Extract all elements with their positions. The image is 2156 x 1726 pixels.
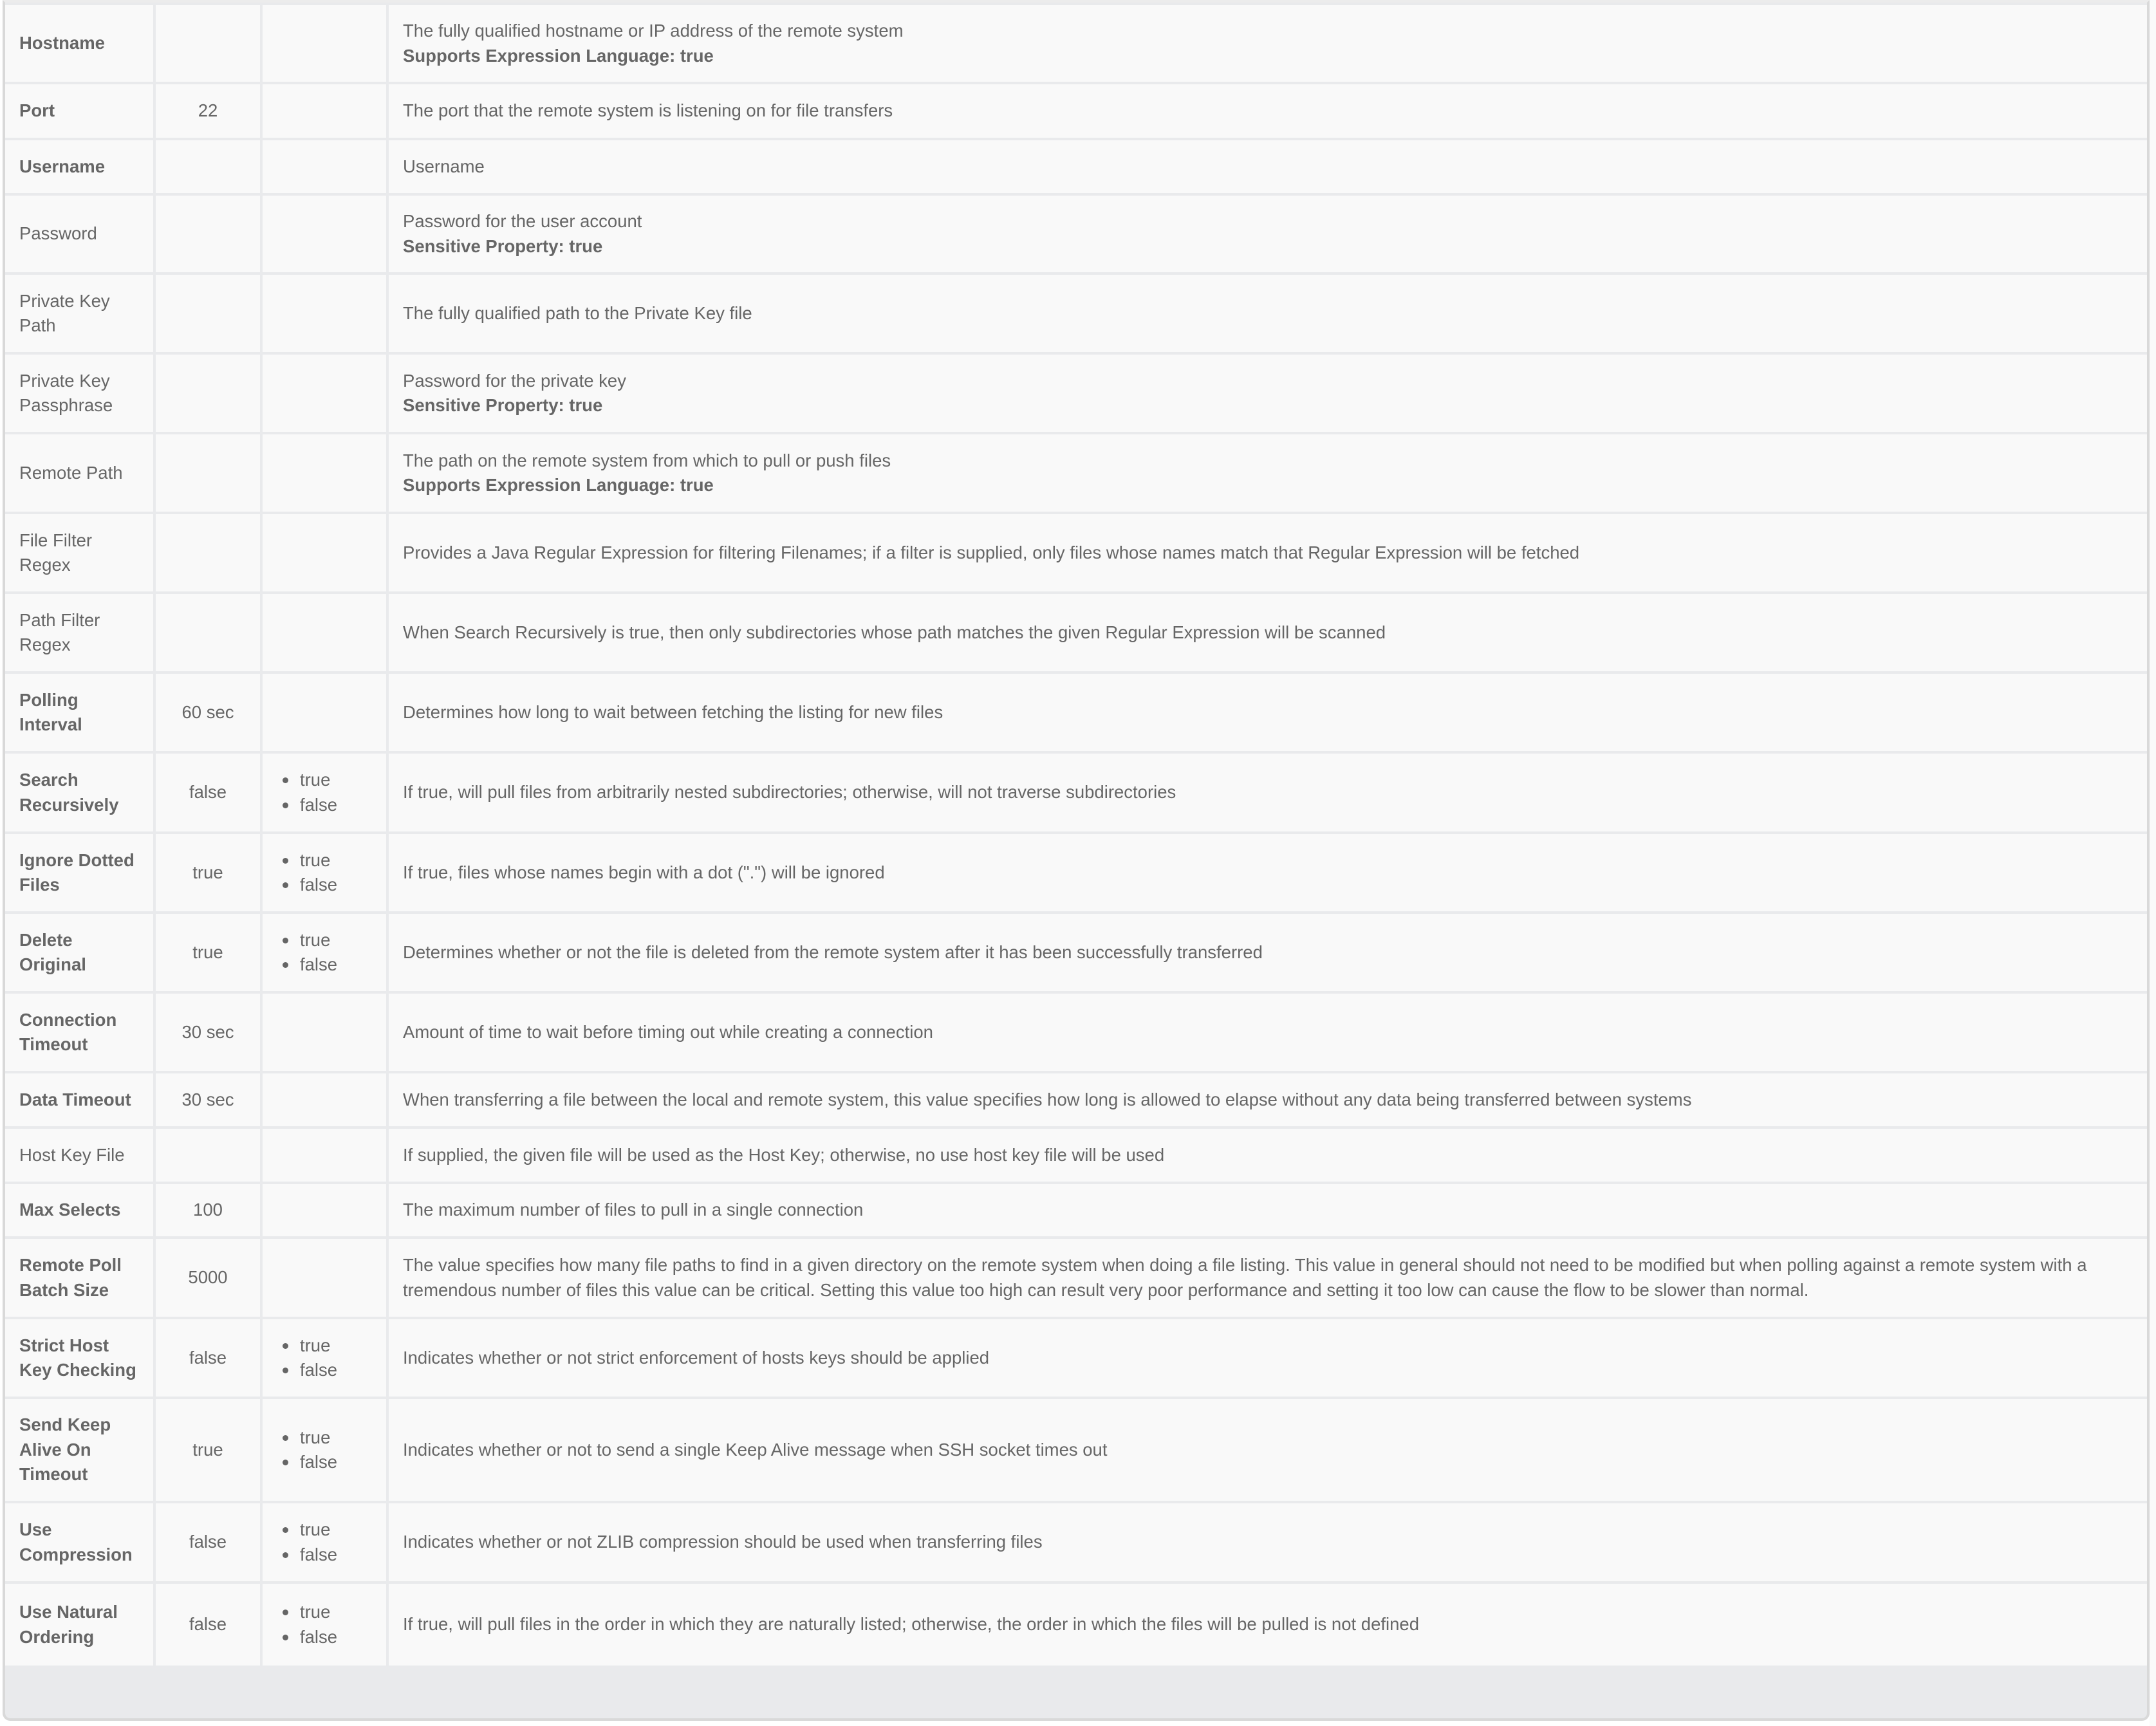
property-default-value <box>156 514 263 594</box>
description-text: The value specifies how many file paths to find in a given directory on the remote system when doing a file listing. This value in general should not need to be modified but when polling against a remote system with a tremendous number of files this value can be critical. Setting this value too high can result very poor performance and setting it too low can cause the flow to be slower than normal. <box>403 1255 2087 1300</box>
property-default-value: true <box>156 1399 263 1503</box>
description-text: Indicates whether or not strict enforcement of hosts keys should be applied <box>403 1347 990 1368</box>
property-row <box>5 594 2147 674</box>
description-text: The maximum number of files to pull in a single connection <box>403 1200 864 1220</box>
property-allowable-values <box>263 1073 389 1129</box>
property-default-value <box>156 355 263 434</box>
property-description <box>389 754 2147 834</box>
property-name: Hostname <box>5 5 156 84</box>
property-default-value: 60 sec <box>156 674 263 754</box>
allowable-values-list <box>277 928 372 978</box>
property-name: File Filter Regex <box>5 514 156 594</box>
allowable-value-item: true <box>277 928 372 953</box>
property-name: Polling Interval <box>5 674 156 754</box>
property-allowable-values <box>263 754 389 834</box>
property-allowable-values <box>263 355 389 434</box>
description-text: Indicates whether or not ZLIB compression should be used when transferring files <box>403 1532 1043 1552</box>
description-text: If true, will pull files from arbitrarily nested subdirectories; otherwise, will not traverse subdirectories <box>403 782 1176 803</box>
property-allowable-values <box>263 1584 389 1666</box>
description-text: Provides a Java Regular Expression for filtering Filenames; if a filter is supplied, only files whose names match that Regular Expression will be fetched <box>403 542 1580 562</box>
allowable-value-item: false <box>277 952 372 978</box>
properties-table-container <box>3 0 2150 1721</box>
property-row <box>5 1399 2147 1503</box>
property-default-value: false <box>156 1584 263 1666</box>
property-name: Private Key Passphrase <box>5 355 156 434</box>
property-default-value: false <box>156 1503 263 1584</box>
property-name: Password <box>5 196 156 275</box>
description-extra-note: Supports Expression Language: true <box>403 475 714 495</box>
allowable-value-item: false <box>277 1543 372 1568</box>
property-row <box>5 1129 2147 1184</box>
allowable-value-item: true <box>277 768 372 793</box>
allowable-value-item: true <box>277 1600 372 1625</box>
property-name: Ignore Dotted Files <box>5 834 156 914</box>
property-allowable-values <box>263 1239 389 1319</box>
property-allowable-values <box>263 674 389 754</box>
property-description <box>389 1073 2147 1129</box>
property-description <box>389 1503 2147 1584</box>
property-allowable-values <box>263 140 389 196</box>
allowable-values-list <box>277 848 372 898</box>
property-name: Use Compression <box>5 1503 156 1584</box>
property-row <box>5 355 2147 434</box>
page-edge <box>2150 0 2156 1726</box>
property-name: Remote Poll Batch Size <box>5 1239 156 1319</box>
property-default-value <box>156 434 263 514</box>
property-description <box>389 594 2147 674</box>
description-text: If true, files whose names begin with a dot (".") will be ignored <box>403 862 885 882</box>
property-row <box>5 196 2147 275</box>
property-description <box>389 1129 2147 1184</box>
property-description <box>389 140 2147 196</box>
property-default-value <box>156 1129 263 1184</box>
allowable-value-item: true <box>277 1333 372 1359</box>
property-row <box>5 1239 2147 1319</box>
description-text: If supplied, the given file will be used as the Host Key; otherwise, no use host key file will be used <box>403 1144 1165 1165</box>
allowable-value-item: false <box>277 873 372 898</box>
property-name: Port <box>5 84 156 140</box>
allowable-value-item: true <box>277 1517 372 1543</box>
property-row <box>5 1503 2147 1584</box>
property-description <box>389 1399 2147 1503</box>
property-default-value: true <box>156 914 263 994</box>
property-name: Connection Timeout <box>5 994 156 1073</box>
property-name: Username <box>5 140 156 196</box>
property-description <box>389 196 2147 275</box>
property-default-value: 5000 <box>156 1239 263 1319</box>
description-text: The port that the remote system is listening on for file transfers <box>403 100 893 121</box>
properties-table-body <box>5 5 2147 1666</box>
description-text: Username <box>403 156 485 176</box>
property-description <box>389 1584 2147 1666</box>
property-allowable-values <box>263 1129 389 1184</box>
allowable-values-list <box>277 1333 372 1383</box>
property-row <box>5 275 2147 355</box>
allowable-values-list <box>277 1517 372 1567</box>
allowable-value-item: false <box>277 793 372 818</box>
property-row <box>5 674 2147 754</box>
property-allowable-values <box>263 514 389 594</box>
property-allowable-values <box>263 1503 389 1584</box>
property-name: Max Selects <box>5 1184 156 1239</box>
property-default-value <box>156 196 263 275</box>
property-default-value <box>156 5 263 84</box>
description-extra-note: Supports Expression Language: true <box>403 45 714 66</box>
property-row <box>5 514 2147 594</box>
description-text: The fully qualified path to the Private Key file <box>403 302 752 323</box>
description-text: Indicates whether or not to send a single Keep Alive message when SSH socket times out <box>403 1439 1108 1460</box>
property-name: Remote Path <box>5 434 156 514</box>
property-name: Data Timeout <box>5 1073 156 1129</box>
property-default-value <box>156 594 263 674</box>
property-description <box>389 514 2147 594</box>
property-allowable-values <box>263 5 389 84</box>
description-text: Amount of time to wait before timing out while creating a connection <box>403 1021 933 1042</box>
property-description <box>389 1239 2147 1319</box>
description-text: The path on the remote system from which to pull or push files <box>403 450 891 470</box>
property-default-value <box>156 140 263 196</box>
description-text: The fully qualified hostname or IP address of the remote system <box>403 21 904 41</box>
property-row <box>5 84 2147 140</box>
property-name: Send Keep Alive On Timeout <box>5 1399 156 1503</box>
property-name: Delete Original <box>5 914 156 994</box>
property-row <box>5 914 2147 994</box>
property-description <box>389 275 2147 355</box>
property-description <box>389 1184 2147 1239</box>
description-extra-note: Sensitive Property: true <box>403 236 603 256</box>
properties-table <box>5 5 2147 1666</box>
property-description <box>389 1319 2147 1399</box>
property-row <box>5 1184 2147 1239</box>
description-text: Password for the private key <box>403 370 626 391</box>
property-default-value: true <box>156 834 263 914</box>
property-default-value: 22 <box>156 84 263 140</box>
property-default-value: false <box>156 1319 263 1399</box>
property-default-value: 100 <box>156 1184 263 1239</box>
allowable-values-list <box>277 768 372 817</box>
description-text: Password for the user account <box>403 211 642 231</box>
description-text: When transferring a file between the local and remote system, this value specifies how long is allowed to elapse without any data being transferred between systems <box>403 1089 1692 1109</box>
property-name: Host Key File <box>5 1129 156 1184</box>
allowable-value-item: true <box>277 848 372 873</box>
allowable-values-list <box>277 1425 372 1475</box>
property-allowable-values <box>263 994 389 1073</box>
property-allowable-values <box>263 914 389 994</box>
property-description <box>389 914 2147 994</box>
property-default-value: false <box>156 754 263 834</box>
property-default-value <box>156 275 263 355</box>
property-default-value: 30 sec <box>156 1073 263 1129</box>
property-description <box>389 355 2147 434</box>
property-allowable-values <box>263 434 389 514</box>
property-description <box>389 5 2147 84</box>
property-allowable-values <box>263 834 389 914</box>
property-row <box>5 1584 2147 1666</box>
property-allowable-values <box>263 275 389 355</box>
property-description <box>389 84 2147 140</box>
property-description <box>389 994 2147 1073</box>
property-row <box>5 5 2147 84</box>
property-name: Strict Host Key Checking <box>5 1319 156 1399</box>
property-row <box>5 1073 2147 1129</box>
property-row <box>5 434 2147 514</box>
description-text: Determines whether or not the file is deleted from the remote system after it has been successfully transferred <box>403 942 1263 962</box>
description-extra-note: Sensitive Property: true <box>403 395 603 415</box>
property-name: Search Recursively <box>5 754 156 834</box>
property-row <box>5 140 2147 196</box>
property-row <box>5 834 2147 914</box>
property-description <box>389 834 2147 914</box>
property-row <box>5 754 2147 834</box>
property-name: Path Filter Regex <box>5 594 156 674</box>
property-allowable-values <box>263 1184 389 1239</box>
description-text: When Search Recursively is true, then only subdirectories whose path matches the given Regular Expression will be scanned <box>403 622 1386 642</box>
property-description <box>389 434 2147 514</box>
property-allowable-values <box>263 594 389 674</box>
allowable-values-list <box>277 1600 372 1649</box>
allowable-value-item: false <box>277 1450 372 1475</box>
allowable-value-item: true <box>277 1425 372 1451</box>
property-default-value: 30 sec <box>156 994 263 1073</box>
property-allowable-values <box>263 1319 389 1399</box>
description-text: If true, will pull files in the order in which they are naturally listed; otherwise, the order in which the files will be pulled is not defined <box>403 1614 1419 1635</box>
property-name: Use Natural Ordering <box>5 1584 156 1666</box>
allowable-value-item: false <box>277 1358 372 1383</box>
property-allowable-values <box>263 84 389 140</box>
property-description <box>389 674 2147 754</box>
property-name: Private Key Path <box>5 275 156 355</box>
property-row <box>5 994 2147 1073</box>
property-row <box>5 1319 2147 1399</box>
property-allowable-values <box>263 1399 389 1503</box>
allowable-value-item: false <box>277 1625 372 1650</box>
description-text: Determines how long to wait between fetching the listing for new files <box>403 701 943 722</box>
property-allowable-values <box>263 196 389 275</box>
